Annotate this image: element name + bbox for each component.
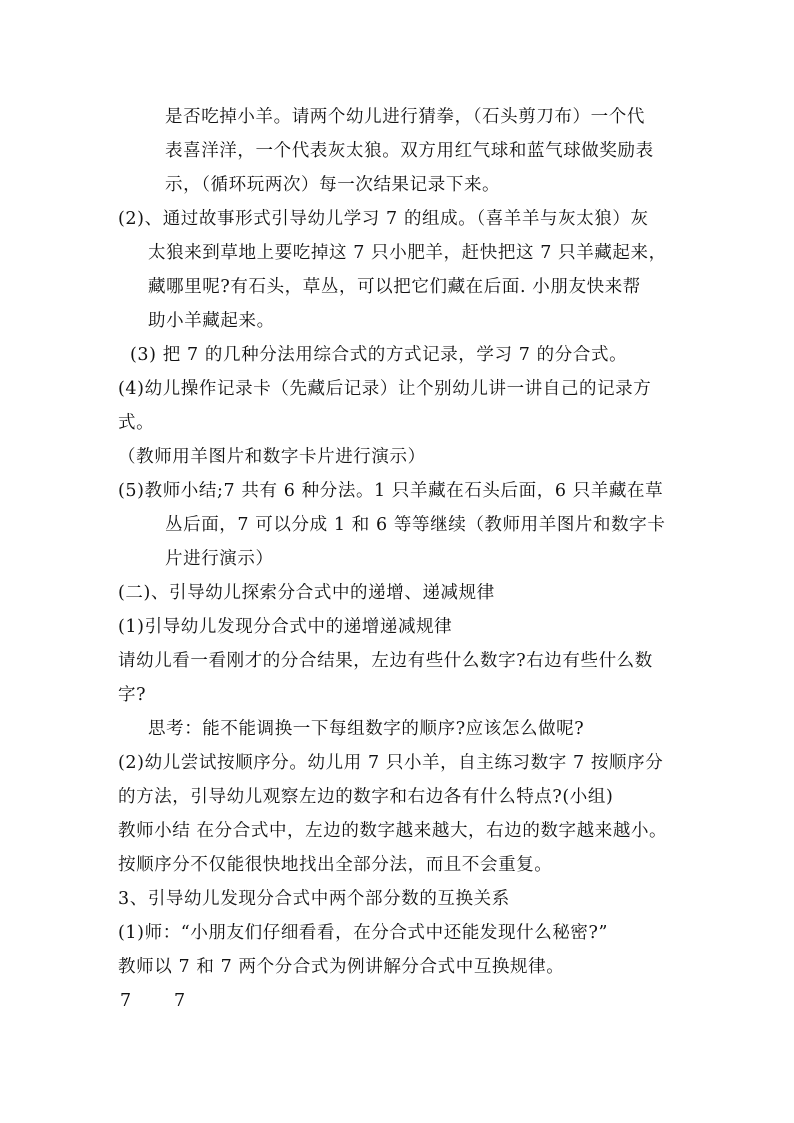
number-left: 7 <box>120 991 132 1011</box>
text-line: （教师用羊图片和数字卡片进行演示） <box>118 447 426 467</box>
text-line: (5)教师小结;7 共有 6 种分法。1 只羊藏在石头后面，6 只羊藏在草 <box>118 481 664 501</box>
text-line: (4)幼儿操作记录卡（先藏后记录）让个别幼儿讲一讲自己的记录方 <box>118 379 652 399</box>
text-line: 太狼来到草地上要吃掉这 7 只小肥羊，赶快把这 7 只羊藏起来， <box>148 243 667 263</box>
text-line: 字? <box>118 685 147 705</box>
text-line: 藏哪里呢?有石头，草丛，可以把它们藏在后面. 小朋友快来帮 <box>148 277 641 297</box>
text-line: 教师小结 在分合式中，左边的数字越来越大，右边的数字越来越小。 <box>118 821 668 841</box>
text-line: (2)、通过故事形式引导幼儿学习 7 的组成。（喜羊羊与灰太狼）灰 <box>118 209 649 229</box>
text-line: 按顺序分不仅能很快地找出全部分法，而且不会重复。 <box>118 855 553 875</box>
text-line: 表喜洋洋，一个代表灰太狼。双方用红气球和蓝气球做奖励表 <box>165 141 654 161</box>
text-line: (1)师：“小朋友们仔细看看，在分合式中还能发现什么秘密?” <box>118 923 609 943</box>
text-line: (二)、引导幼儿探索分合式中的递增、递减规律 <box>118 583 495 603</box>
text-line: 式。 <box>118 413 155 433</box>
text-line: (1)引导幼儿发现分合式中的递增递减规律 <box>118 617 453 637</box>
text-line: 的方法，引导幼儿观察左边的数字和右边各有什么特点?(小组) <box>118 787 614 807</box>
text-line: 示，（循环玩两次）每一次结果记录下来。 <box>165 175 501 195</box>
text-line: (3) 把 7 的几种分法用综合式的方式记录，学习 7 的分合式。 <box>130 345 628 365</box>
text-line: 丛后面，7 可以分成 1 和 6 等等继续（教师用羊图片和数字卡 <box>165 515 666 535</box>
text-line: (2)幼儿尝试按顺序分。幼儿用 7 只小羊，自主练习数字 7 按顺序分 <box>118 753 664 773</box>
text-line: 助小羊藏起来。 <box>148 311 275 331</box>
text-line: 3、引导幼儿发现分合式中两个部分数的互换关系 <box>118 889 510 909</box>
text-line: 请幼儿看一看刚才的分合结果，左边有些什么数字?右边有些什么数 <box>118 651 653 671</box>
text-line: 教师以 7 和 7 两个分合式为例讲解分合式中互换规律。 <box>118 957 565 977</box>
number-right: 7 <box>174 991 186 1011</box>
text-line: 思考：能不能调换一下每组数字的顺序?应该怎么做呢? <box>148 719 585 739</box>
text-line: 是否吃掉小羊。请两个幼儿进行猜拳，（石头剪刀布）一个代 <box>165 107 645 127</box>
text-line: 片进行演示） <box>165 549 274 569</box>
